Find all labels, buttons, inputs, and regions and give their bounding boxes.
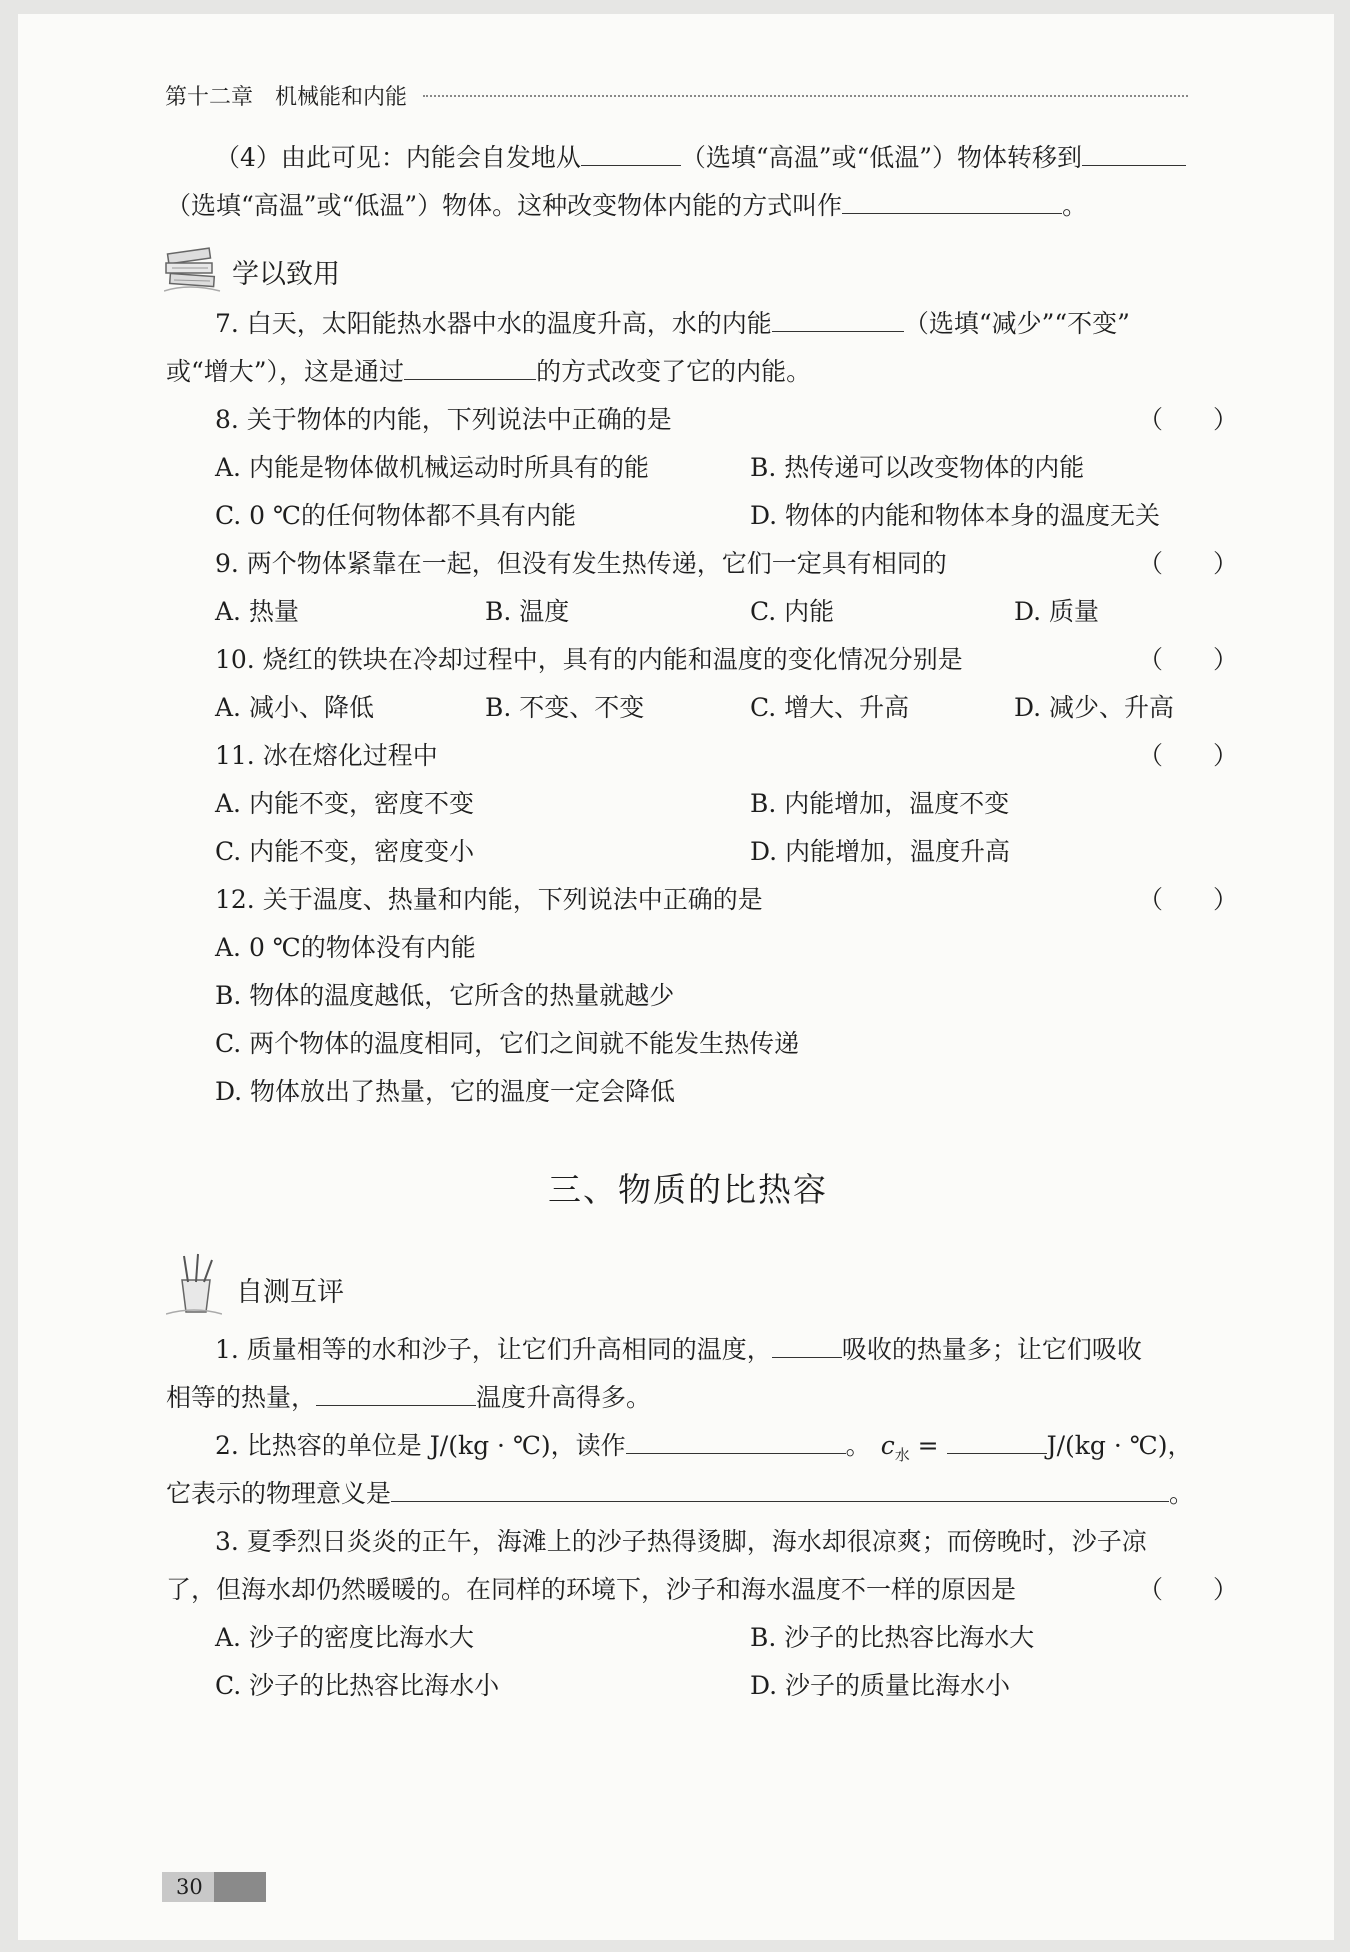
pencil-cup-icon xyxy=(166,1252,222,1318)
page-number: 30 xyxy=(176,1875,203,1899)
q11-option-c[interactable]: C. 内能不变，密度变小 xyxy=(215,837,475,866)
s1-line-1: 1. 质量相等的水和沙子，让它们升高相同的温度， 吸收的热量多；让它们吸收 xyxy=(215,1335,1142,1364)
blank[interactable] xyxy=(626,1431,846,1454)
blank[interactable] xyxy=(404,357,536,380)
q8-option-c[interactable]: C. 0 ℃的任何物体都不具有内能 xyxy=(215,501,576,530)
q10-stem: 10. 烧红的铁块在冷却过程中，具有的内能和温度的变化情况分别是 xyxy=(215,645,963,674)
q12-stem: 12. 关于温度、热量和内能，下列说法中正确的是 xyxy=(215,885,763,914)
chapter-header: 第十二章 机械能和内能 xyxy=(165,85,408,110)
q12-option-b[interactable]: B. 物体的温度越低，它所含的热量就越少 xyxy=(215,981,675,1010)
blank[interactable] xyxy=(947,1431,1047,1454)
q9-option-a[interactable]: A. 热量 xyxy=(215,597,299,626)
section-heading-apply: 学以致用 xyxy=(232,259,340,290)
prev-q-line-1: （4）由此可见：内能会自发地从 （选填“高温”或“低温”）物体转移到 xyxy=(215,142,1186,174)
q11-stem: 11. 冰在熔化过程中 xyxy=(215,741,438,770)
q12-option-a[interactable]: A. 0 ℃的物体没有内能 xyxy=(215,933,476,962)
blank[interactable] xyxy=(316,1383,476,1406)
blank[interactable] xyxy=(391,1479,1169,1502)
q7-line-2: 或“增大”），这是通过 的方式改变了它的内能。 xyxy=(166,357,812,386)
s3-option-c[interactable]: C. 沙子的比热容比海水小 xyxy=(215,1671,500,1700)
q8-stem: 8. 关于物体的内能，下列说法中正确的是 xyxy=(215,405,672,434)
q8-option-a[interactable]: A. 内能是物体做机械运动时所具有的能 xyxy=(215,453,649,482)
q9-option-c[interactable]: C. 内能 xyxy=(750,597,835,626)
s3-option-d[interactable]: D. 沙子的质量比海水小 xyxy=(750,1671,1011,1700)
q10-option-a[interactable]: A. 减小、降低 xyxy=(215,693,374,722)
answer-paren[interactable]: （ ） xyxy=(1138,885,1239,914)
page-number-bar xyxy=(214,1872,266,1902)
q10-option-d[interactable]: D. 减少、升高 xyxy=(1014,693,1175,722)
q10-option-b[interactable]: B. 不变、不变 xyxy=(485,693,645,722)
answer-paren[interactable]: （ ） xyxy=(1138,741,1239,770)
blank[interactable] xyxy=(1082,143,1186,166)
s3-line-2: 了，但海水却仍然暖暖的。在同样的环境下，沙子和海水温度不一样的原因是 xyxy=(166,1575,1017,1604)
answer-paren[interactable]: （ ） xyxy=(1138,405,1239,434)
blank[interactable] xyxy=(842,191,1062,214)
section-title: 三、物质的比热容 xyxy=(548,1170,828,1209)
q11-option-a[interactable]: A. 内能不变，密度不变 xyxy=(215,789,474,818)
q11-option-d[interactable]: D. 内能增加，温度升高 xyxy=(750,837,1011,866)
q12-option-d[interactable]: D. 物体放出了热量，它的温度一定会降低 xyxy=(215,1077,676,1106)
q7-line-1: 7. 白天，太阳能热水器中水的温度升高，水的内能 （选填“减少”“不变” xyxy=(215,309,1130,338)
q8-option-b[interactable]: B. 热传递可以改变物体的内能 xyxy=(750,453,1085,482)
blank[interactable] xyxy=(772,1335,842,1358)
blank[interactable] xyxy=(772,309,904,332)
s1-line-2: 相等的热量， 温度升高得多。 xyxy=(166,1383,652,1412)
answer-paren[interactable]: （ ） xyxy=(1138,549,1239,578)
section-heading-self-test: 自测互评 xyxy=(236,1277,344,1308)
header-rule xyxy=(423,95,1188,97)
s2-line-1: 2. 比热容的单位是 J/(kg · ℃)，读作 。 $c_水 = J/(kg$ · ℃)， xyxy=(215,1431,1193,1464)
q11-option-b[interactable]: B. 内能增加，温度不变 xyxy=(750,789,1010,818)
blank[interactable] xyxy=(581,143,681,166)
q9-option-b[interactable]: B. 温度 xyxy=(485,597,570,626)
s2-line-2: 它表示的物理意义是 。 xyxy=(166,1479,1195,1508)
q9-stem: 9. 两个物体紧靠在一起，但没有发生热传递，它们一定具有相同的 xyxy=(215,549,947,578)
page xyxy=(18,14,1334,1940)
q8-option-d[interactable]: D. 物体的内能和物体本身的温度无关 xyxy=(750,501,1161,530)
q12-option-c[interactable]: C. 两个物体的温度相同，它们之间就不能发生热传递 xyxy=(215,1029,800,1058)
prev-q-line-2: （选填“高温”或“低温”）物体。这种改变物体内能的方式叫作 。 xyxy=(166,191,1088,220)
q9-option-d[interactable]: D. 质量 xyxy=(1014,597,1100,626)
s3-option-a[interactable]: A. 沙子的密度比海水大 xyxy=(215,1623,474,1652)
s3-option-b[interactable]: B. 沙子的比热容比海水大 xyxy=(750,1623,1035,1652)
answer-paren[interactable]: （ ） xyxy=(1138,1575,1239,1604)
answer-paren[interactable]: （ ） xyxy=(1138,645,1239,674)
books-icon xyxy=(164,243,224,297)
s3-line-1: 3. 夏季烈日炎炎的正午，海滩上的沙子热得烫脚，海水却很凉爽；而傍晚时，沙子凉 xyxy=(215,1527,1147,1556)
q10-option-c[interactable]: C. 增大、升高 xyxy=(750,693,910,722)
